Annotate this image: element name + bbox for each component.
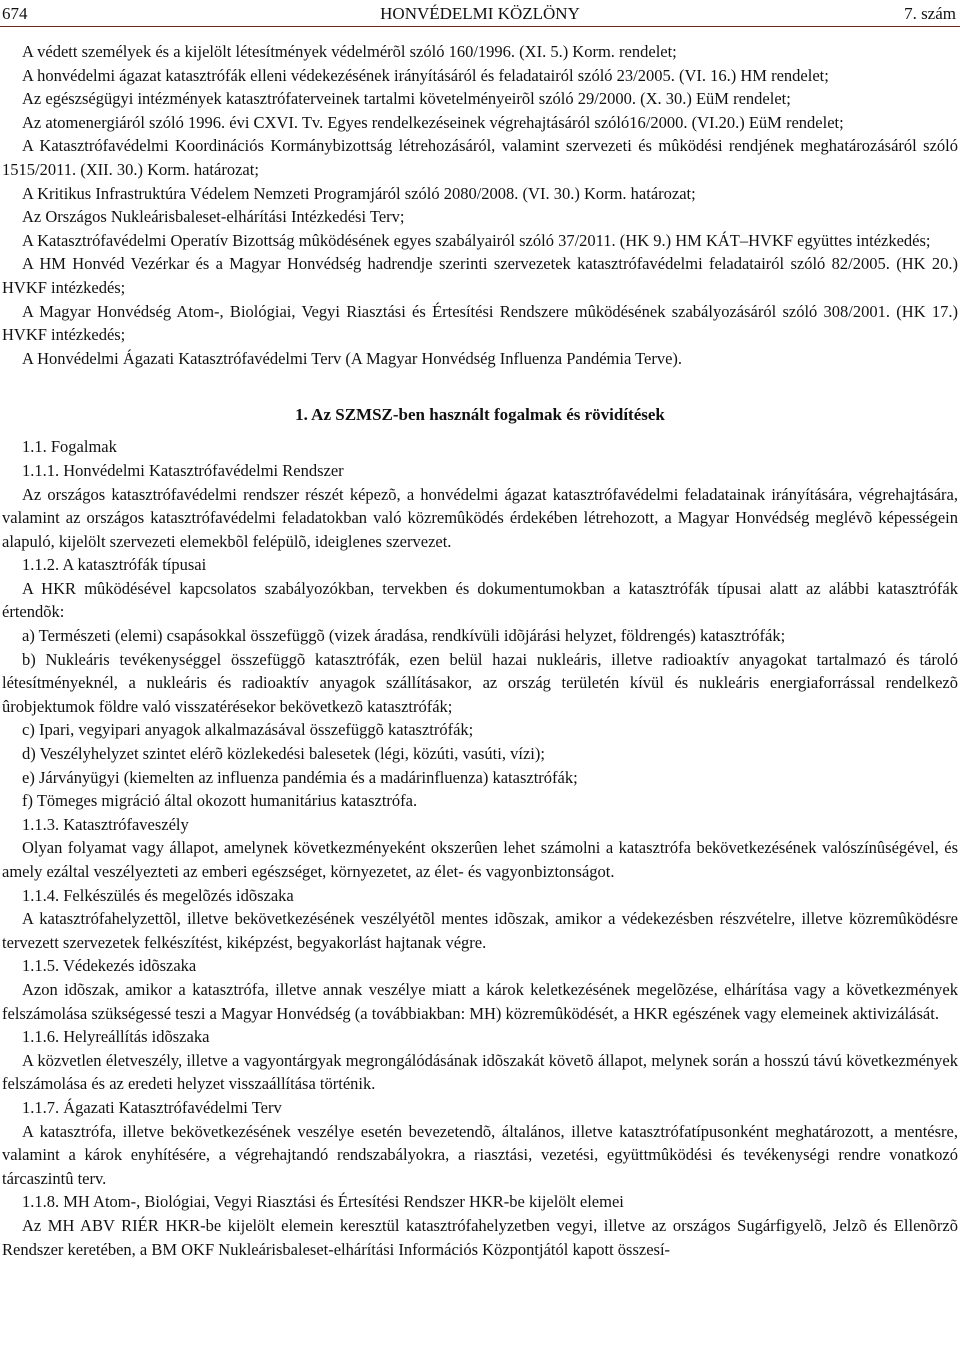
list-item: a) Természeti (elemi) csapásokkal összefüggõ (vizek áradása, rendkívüli idõjárási helyzet, földrengés) katasztrófák;: [22, 626, 786, 646]
list-item: f) Tömeges migráció által okozott humanitárius katasztrófa.: [22, 791, 418, 811]
reference-item: Az Országos Nukleárisbaleset-elhárítási Intézkedési Terv;: [22, 207, 405, 227]
reference-item: A Honvédelmi Ágazati Katasztrófavédelmi Terv (A Magyar Honvédség Influenza Pandémia Terve).: [22, 348, 683, 368]
subsection-heading: 1.1.8. MH Atom-, Biológiai, Vegyi Riasztási és Értesítési Rendszer HKR-be kijelölt elemei: [22, 1192, 624, 1212]
paragraph: Azon idõszak, amikor a katasztrófa, illetve annak veszélye miatt a károk keletkezésének megelõzése, elhárítása vagy a következmények felszámolása szükségessé teszi a Magyar Honvédség (a továbbiakban: MH) közremûködését, a HKR egészének vagy elemeinek aktivizálását.: [2, 979, 958, 1023]
paragraph: Olyan folyamat vagy állapot, amelynek következményeként okszerûen lehet számolni a katasztrófa bekövetkezésének valószínûségével, és amely ezáltal veszélyezteti az emberi egészséget, környezetet, az élet- és vagyonbiztonságot.: [2, 838, 958, 881]
paragraph: A közvetlen életveszély, illetve a vagyontárgyak megrongálódásának idõszakát követõ állapot, melynek során a hosszú távú következmények felszámolása és az eredeti helyzet visszaállítása történik.: [2, 1050, 958, 1094]
subsection-heading: 1.1.7. Ágazati Katasztrófavédelmi Terv: [22, 1097, 282, 1117]
issue-number: 7. szám: [904, 4, 956, 23]
subsection-heading: 1.1. Fogalmak: [22, 437, 117, 457]
list-item: c) Ipari, vegyipari anyagok alkalmazásával összefüggõ katasztrófák;: [22, 720, 474, 740]
reference-item: A Magyar Honvédség Atom-, Biológiai, Vegyi Riasztási és Értesítési Rendszere mûködésének szabályozásáról szóló 308/2001. (HK 17.) HVKF intézkedés;: [2, 301, 958, 345]
paragraph: A katasztrófahelyzettõl, illetve bekövetkezésének veszélyétõl mentes idõszak, amikor a védekezésben részvételre, illetve közremûködésre tervezett szervezetek felkészítést, kiképzést, begyakorlást hajtanak végre.: [2, 909, 958, 952]
subsection-heading: 1.1.2. A katasztrófák típusai: [22, 555, 207, 575]
reference-item: A Kritikus Infrastruktúra Védelem Nemzeti Programjáról szóló 2080/2008. (VI. 30.) Korm. határozat;: [22, 183, 696, 203]
document-body: [2, 40, 958, 1261]
reference-item: Az atomenergiáról szóló 1996. évi CXVI. Tv. Egyes rendelkezéseinek végrehajtásáról szóló16/2000. (VI.20.) EüM rendelet;: [22, 112, 844, 132]
subsection-heading: 1.1.1. Honvédelmi Katasztrófavédelmi Rendszer: [22, 460, 344, 480]
list-item: b) Nukleáris tevékenységgel összefüggõ katasztrófák, ezen belül hazai nukleáris, illetve radioaktív anyagokat tartalmazó és tároló létesítményeknél, a nukleáris és radioaktív anyagok szállításakor, az ország területén kívül és nukleáris energiaforrással rendelkezõ ûrobjektumok földre való visszatérésekor bekövetkezõ katasztrófák;: [2, 649, 958, 716]
paragraph: Az MH ABV RIÉR HKR-be kijelölt elemein keresztül katasztrófahelyzetben vegyi, illetve az országos Sugárfigyelõ, Jelzõ és Ellenõrzõ Rendszer keretében, a BM OKF Nukleárisbaleset-elhárítási Információs Központjától kapott összesí-: [2, 1215, 958, 1259]
reference-item: A Katasztrófavédelmi Operatív Bizottság mûködésének egyes szabályairól szóló 37/2011. (HK 9.) HM KÁT–HVKF együttes intézkedés;: [22, 230, 931, 250]
page-number: 674: [2, 4, 28, 23]
subsection-heading: 1.1.6. Helyreállítás idõszaka: [22, 1027, 210, 1047]
publication-title: HONVÉDELMI KÖZLÖNY: [380, 4, 580, 23]
reference-item: A honvédelmi ágazat katasztrófák elleni védekezésének irányításáról és feladatairól szóló 23/2005. (VI. 16.) HM rendelet;: [22, 65, 829, 85]
reference-item: A HM Honvéd Vezérkar és a Magyar Honvédség hadrendje szerinti szervezetek katasztrófavédelmi feladatairól szóló 82/2005. (HK 20.) HVKF intézkedés;: [2, 254, 958, 297]
running-header: [0, 0, 960, 27]
reference-item: A védett személyek és a kijelölt létesítmények védelmérõl szóló 160/1996. (XI. 5.) Korm. rendelet;: [22, 42, 677, 61]
legal-references: [2, 40, 958, 370]
reference-item: A Katasztrófavédelmi Koordinációs Kormánybizottság létrehozásáról, valamint szervezeti és mûködési rendjének meghatározásáról szóló 1515/2011. (XII. 30.) Korm. határozat;: [2, 136, 958, 179]
paragraph: Az országos katasztrófavédelmi rendszer részét képezõ, a honvédelmi ágazat katasztrófavédelmi feladatainak irányítására, végrehajtására, valamint az országos katasztrófavédelmi feladatokban való közremûködés érdekében létrehozott, a Magyar Honvédség meglévõ képességein alapuló, kijelölt szervezeti elemekbõl felépülõ, ideiglenes szervezet.: [2, 484, 958, 551]
section-title: 1. Az SZMSZ-ben használt fogalmak és rövidítések: [295, 405, 665, 425]
reference-item: Az egészségügyi intézmények katasztrófaterveinek tartalmi követelményeirõl szóló 29/2000. (X. 30.) EüM rendelet;: [22, 89, 791, 109]
subsection-heading: 1.1.4. Felkészülés és megelõzés idõszaka: [22, 885, 294, 905]
list-item: e) Járványügyi (kiemelten az influenza pandémia és a madárinfluenza) katasztrófák;: [22, 767, 578, 787]
paragraph: A katasztrófa, illetve bekövetkezésének veszélye esetén bevezetendõ, általános, illetve katasztrófatípusonként meghatározott, a mentésre, valamint a károk enyhítésére, a végrehajtandó rendszabályokra, a riasztási, vezetési, együttmûködési és tevékenységi rendre vonatkozó tárcaszintû terv.: [2, 1121, 958, 1188]
list-item: d) Veszélyhelyzet szintet elérõ közlekedési balesetek (légi, közúti, vasúti, vízi);: [22, 744, 545, 764]
subsection-heading: 1.1.3. Katasztrófaveszély: [22, 814, 189, 834]
subsection-heading: 1.1.5. Védekezés idõszaka: [22, 956, 197, 976]
paragraph: A HKR mûködésével kapcsolatos szabályozókban, tervekben és dokumentumokban a katasztrófák típusai alatt az alábbi katasztrófák értendõk:: [2, 578, 958, 622]
